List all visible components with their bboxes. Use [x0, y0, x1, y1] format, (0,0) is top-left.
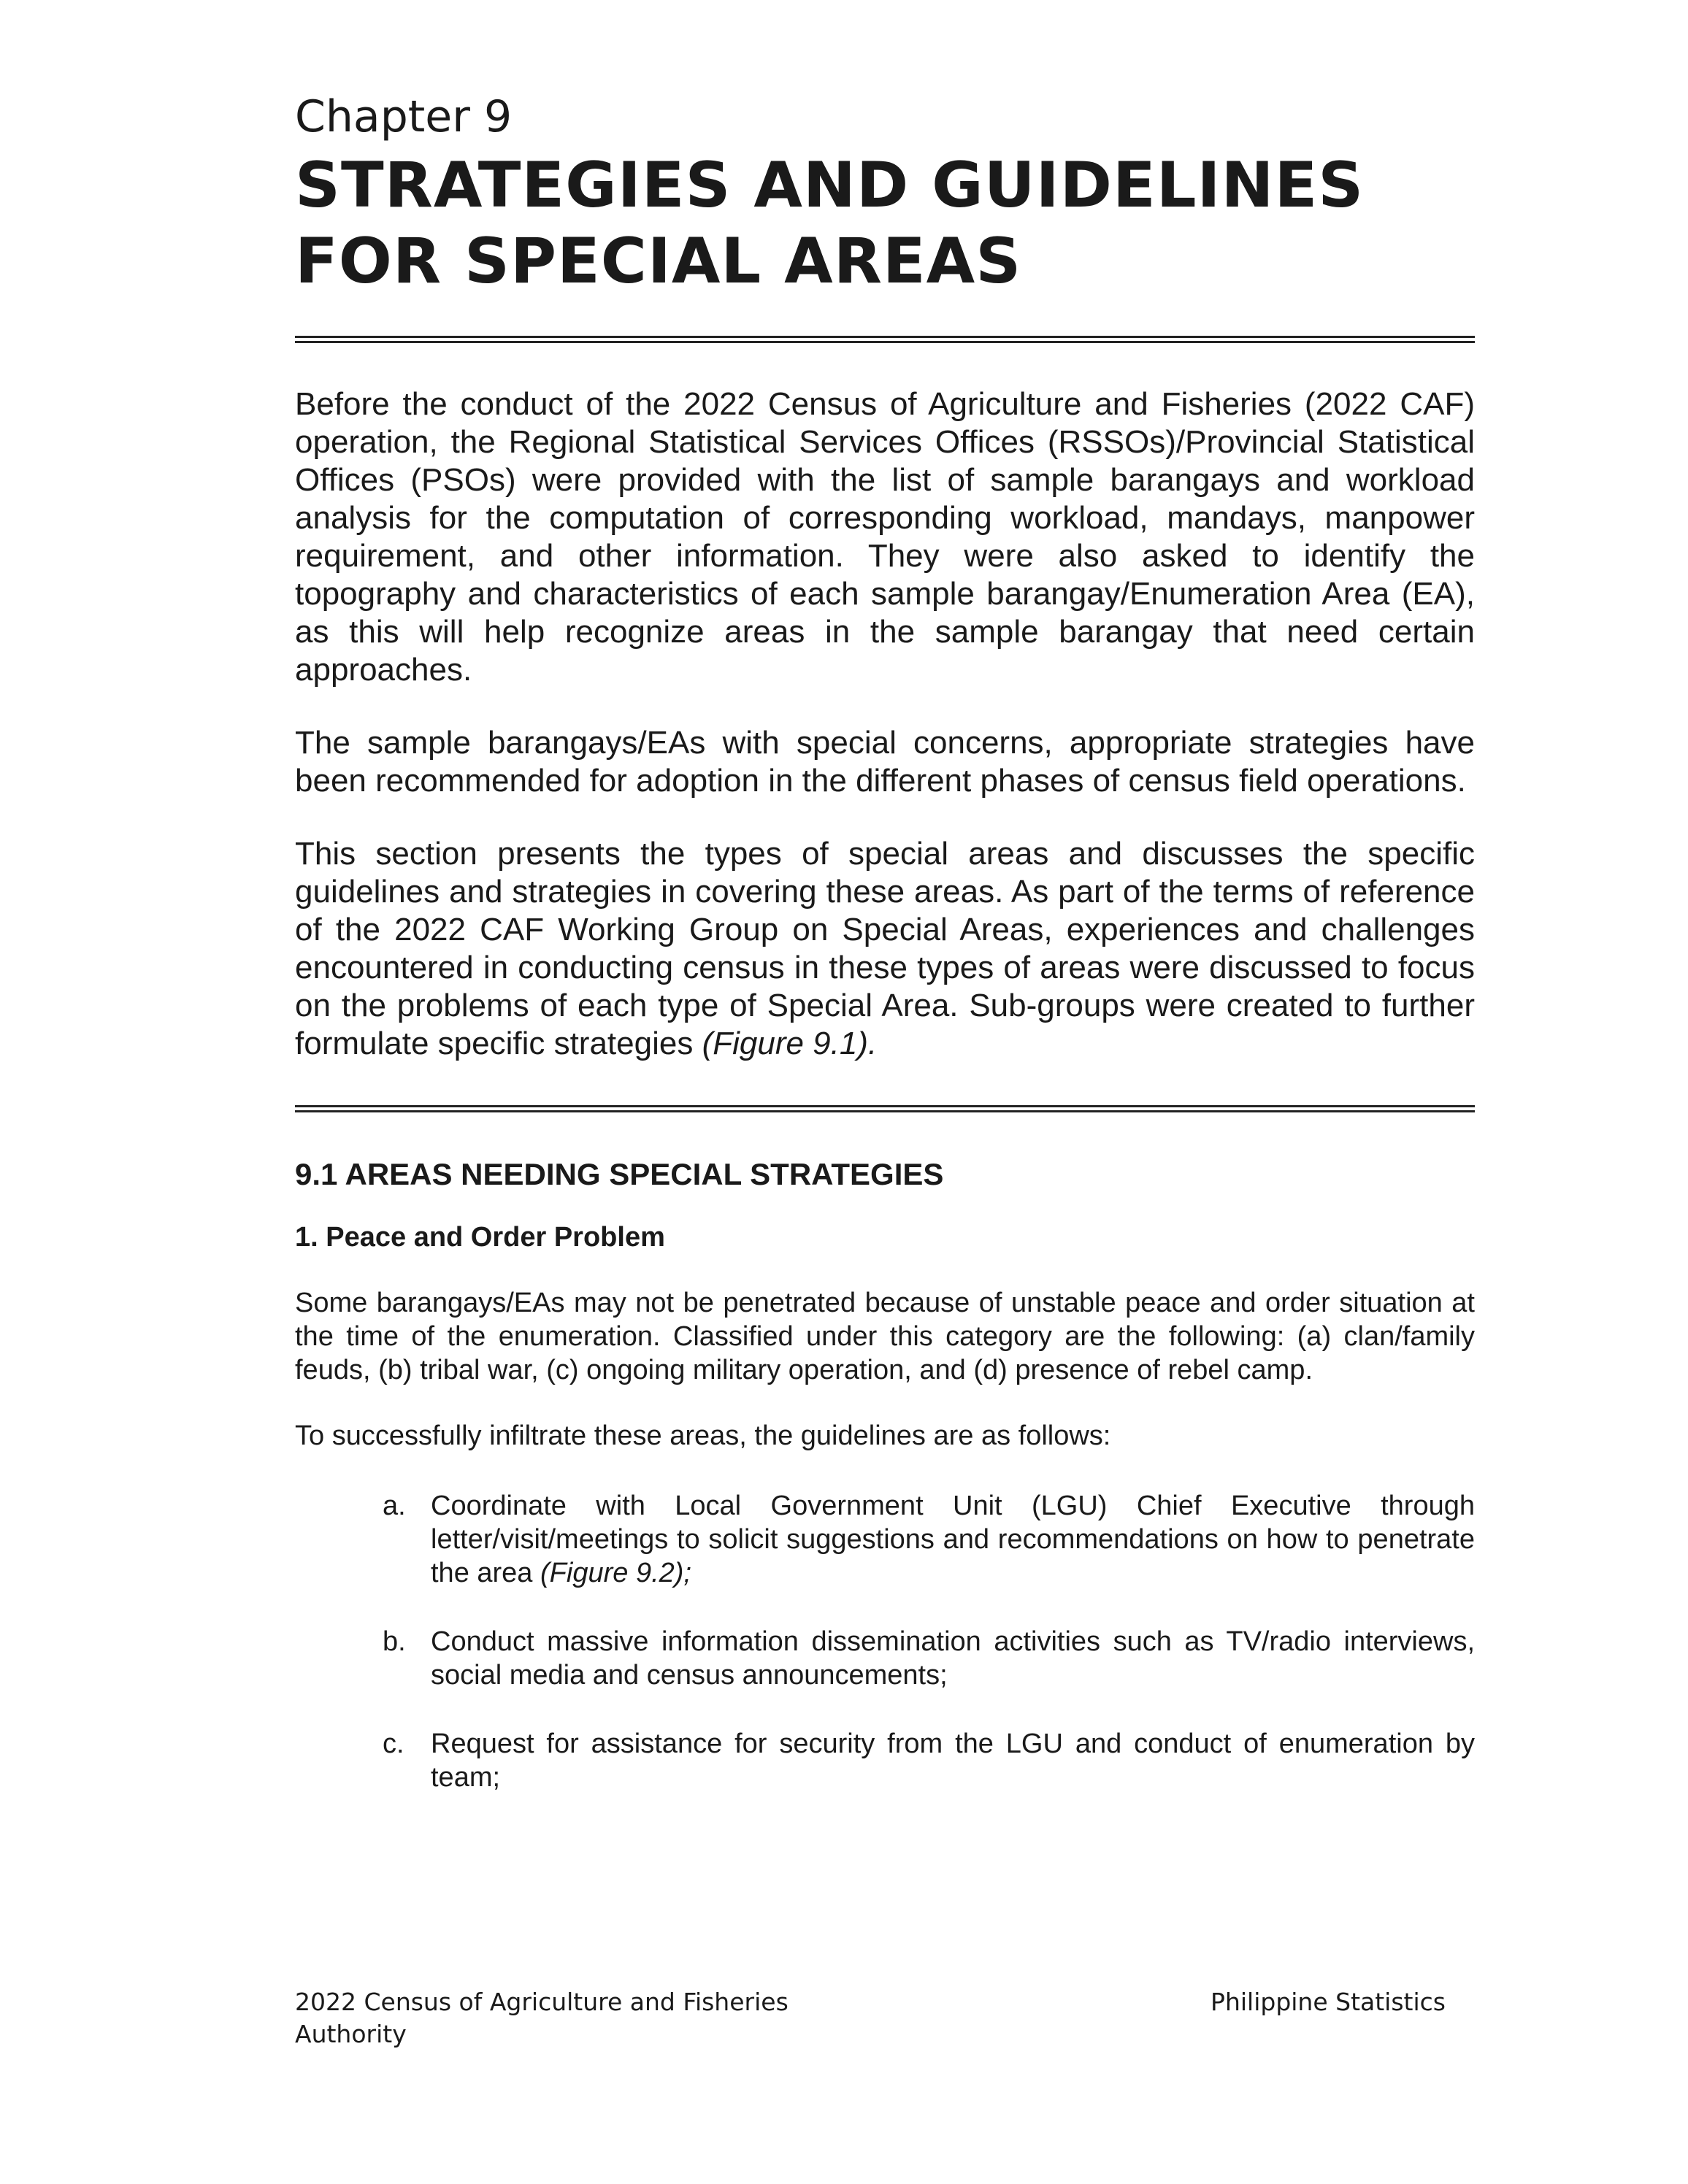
document-page [295, 91, 1475, 1794]
figure-reference: (Figure 9.2); [540, 1558, 691, 1588]
guidelines-list [295, 1489, 1475, 1794]
footer-agency-continuation: Authority [295, 2020, 407, 2048]
list-marker: c. [383, 1729, 404, 1759]
intro-paragraph-3-text: This section presents the types of special areas and discusses the specific guidelines and strategies in covering these areas. As part of the terms of reference of the 2022 CAF Working Group on Special Areas, experiences and challenges encountered in conducting census in these types of areas were discussed to focus on the problems of each type of Special Area. Sub-groups were created to further formulate specific strategies [295, 836, 1475, 1061]
chapter-title [295, 147, 1475, 299]
intro-paragraph-2: The sample barangays/EAs with special concerns, appropriate strategies have been recommended for adoption in the different phases of census field operations. [295, 725, 1475, 799]
double-rule-divider [295, 336, 1475, 343]
intro-paragraph-1: Before the conduct of the 2022 Census of Agriculture and Fisheries (2022 CAF) operation, the Regional Statistical Services Offices (RSSOs)/Provincial Statistical Offices (PSOs) were provided with the list of sample barangays and workload analysis for the computation of corresponding workload, mandays, manpower requirement, and other information. They were also asked to identify the topography and characteristics of each sample barangay/Enumeration Area (EA), as this will help recognize areas in the sample barangay that need certain approaches. [295, 386, 1475, 688]
list-marker: a. [383, 1491, 406, 1521]
figure-reference: (Figure 9.1). [702, 1026, 878, 1061]
intro-paragraph-3 [295, 835, 1475, 1063]
list-item [295, 1625, 1475, 1692]
chapter-title-line-1: STRATEGIES AND GUIDELINES [295, 149, 1365, 222]
list-item-text: Coordinate with Local Government Unit (LGU) Chief Executive through letter/visit/meetings to solicit suggestions and recommendations on how to penetrate the area [431, 1491, 1475, 1588]
footer-agency: Philippine Statistics [1211, 1988, 1446, 2016]
intro-section [295, 385, 1475, 1063]
list-item-text: Conduct massive information dissemination activities such as TV/radio interviews, social media and census announcements; [431, 1626, 1475, 1691]
list-item [295, 1727, 1475, 1794]
list-item-text: Request for assistance for security from the LGU and conduct of enumeration by team; [431, 1729, 1475, 1793]
peace-order-description: Some barangays/EAs may not be penetrated because of unstable peace and order situation at the time of the enumeration. Classified under this category are the following: (a) clan/family feuds, (b) tribal war, (c) ongoing military operation, and (d) presence of rebel camp. [295, 1288, 1475, 1385]
chapter-label: Chapter 9 [295, 91, 513, 142]
footer-publication: 2022 Census of Agriculture and Fisheries [295, 1988, 789, 2016]
subsection-heading: 1. Peace and Order Problem [295, 1222, 665, 1253]
list-marker: b. [383, 1626, 406, 1657]
double-rule-divider [295, 1105, 1475, 1112]
list-item [295, 1489, 1475, 1590]
guidelines-intro: To successfully infiltrate these areas, the guidelines are as follows: [295, 1420, 1111, 1451]
chapter-title-line-2: FOR SPECIAL AREAS [295, 225, 1022, 298]
section-heading: 9.1 AREAS NEEDING SPECIAL STRATEGIES [295, 1157, 944, 1191]
